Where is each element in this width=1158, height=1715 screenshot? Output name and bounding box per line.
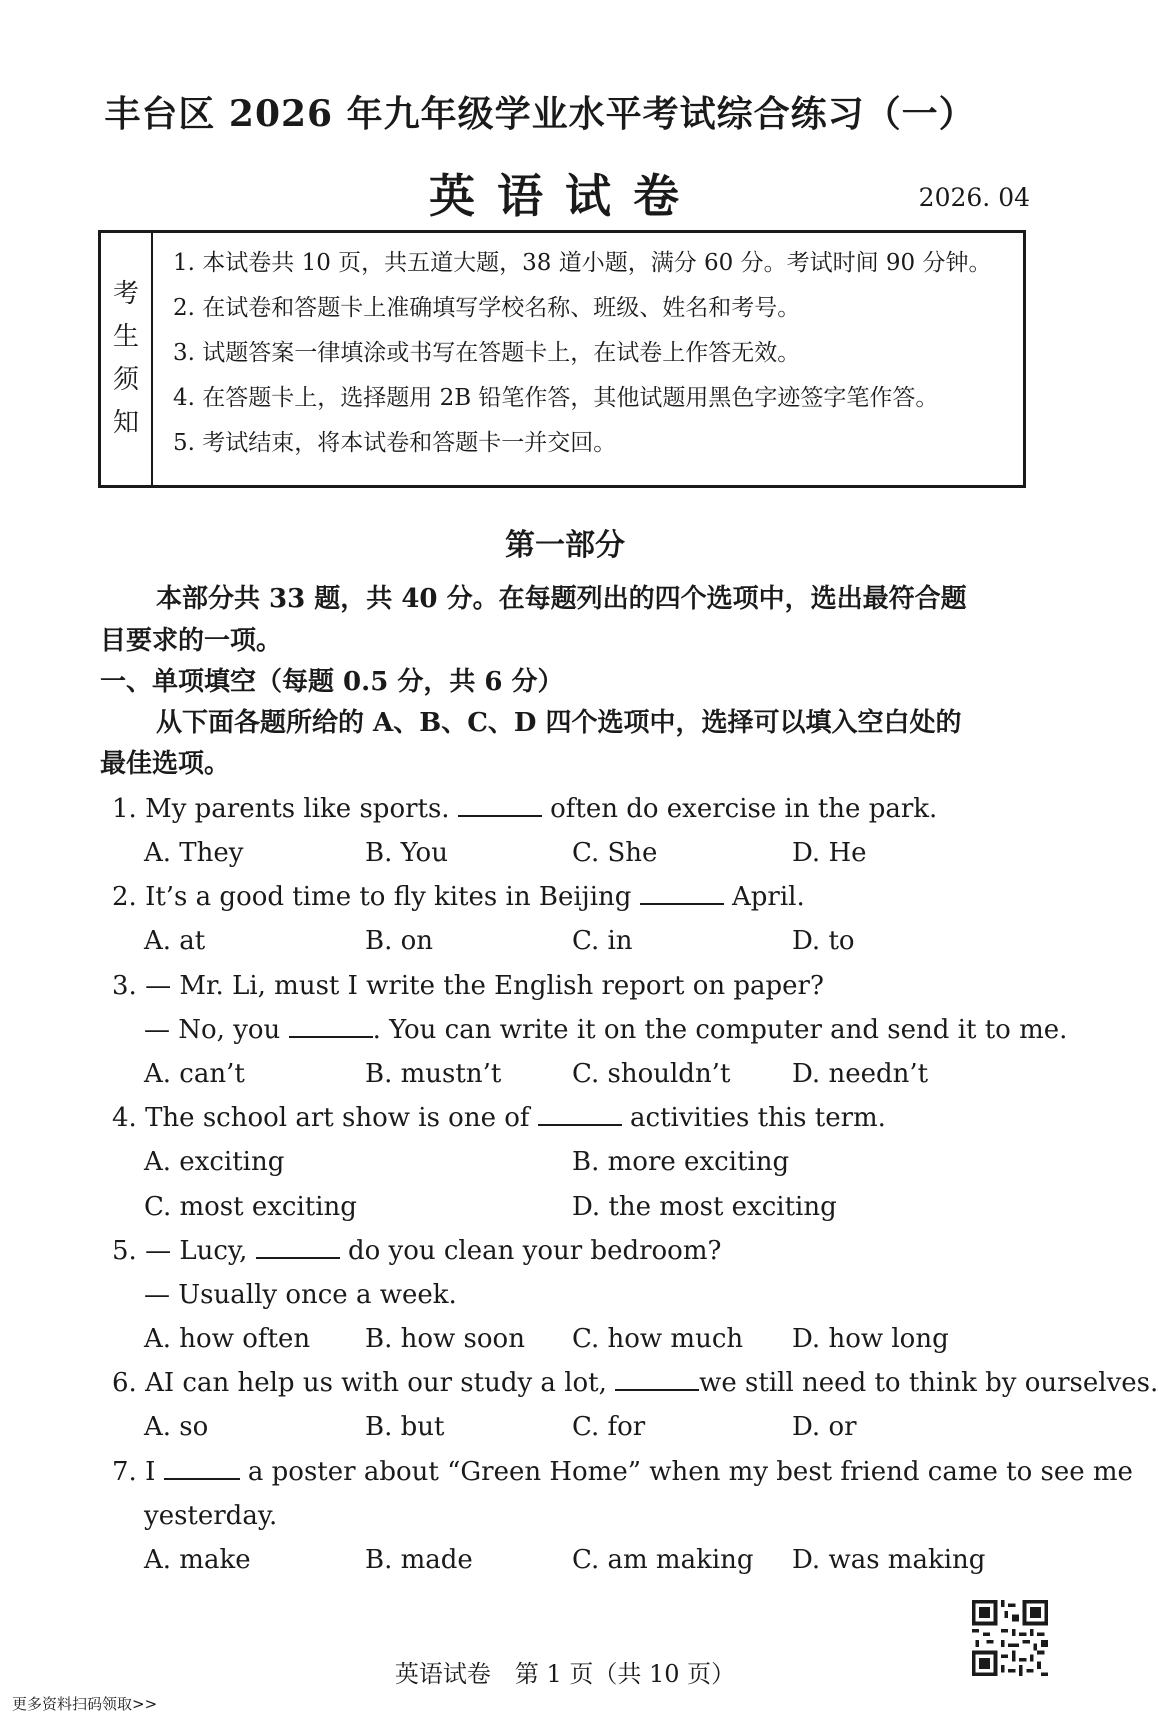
answer-blank	[458, 793, 542, 817]
answer-blank	[256, 1235, 340, 1259]
question-1	[112, 792, 937, 826]
question-text: My parents like sports.	[145, 794, 450, 824]
option: A. They	[144, 838, 244, 868]
qr-code-icon[interactable]	[972, 1598, 1048, 1678]
bottom-note: 更多资料扫码领取>>	[12, 1695, 158, 1713]
section-title: 一、单项填空（每题 0.5 分，共 6 分）	[100, 667, 564, 697]
option: D. to	[792, 926, 855, 956]
answer-blank	[640, 881, 724, 905]
option: C. She	[572, 838, 658, 868]
notice-item: 4. 在答题卡上，选择题用 2B 铅笔作答，其他试题用黑色字迹签字笔作答。	[173, 385, 939, 411]
notice-item: 5. 考试结束，将本试卷和答题卡一并交回。	[173, 430, 617, 456]
section-instruction: 最佳选项。	[100, 749, 231, 779]
option: C. for	[572, 1412, 646, 1442]
question-text: The school art show is one of	[145, 1103, 530, 1133]
answer-blank	[538, 1102, 622, 1126]
notice-heading-char: 知	[112, 408, 139, 438]
option: C. shouldn’t	[572, 1059, 731, 1089]
answer-blank	[289, 1014, 373, 1038]
option: C. in	[572, 926, 633, 956]
option: B. but	[365, 1412, 445, 1442]
part-title: 第一部分	[505, 528, 625, 563]
question-text: do you clean your bedroom?	[347, 1236, 722, 1266]
question-number: 2.	[112, 882, 137, 912]
option: D. needn’t	[792, 1059, 929, 1089]
notice-heading-char: 考	[112, 279, 139, 309]
question-number: 1.	[112, 794, 137, 824]
option: D. how long	[792, 1324, 949, 1354]
question-text: — Mr. Li, must I write the English report on paper?	[145, 971, 824, 1001]
question-number: 3.	[112, 971, 137, 1001]
exam-title: 丰台区 2026 年九年级学业水平考试综合练习（一）	[104, 93, 976, 135]
question-number: 6.	[112, 1368, 137, 1398]
question-text: activities this term.	[630, 1103, 886, 1133]
question-3	[112, 969, 824, 1003]
question-text: a poster about “Green Home” when my best friend came to see me	[247, 1457, 1133, 1487]
question-2	[112, 880, 805, 914]
question-4	[112, 1101, 886, 1135]
notice-list	[153, 233, 992, 485]
page-footer: 英语试卷 第 1 页（共 10 页）	[394, 1660, 736, 1688]
question-number: 4.	[112, 1103, 137, 1133]
subject-title: 英语试卷	[429, 169, 701, 223]
notice-heading-char: 生	[112, 322, 139, 352]
question-text: — Lucy,	[145, 1236, 248, 1266]
part-intro: 本部分共 33 题，共 40 分。在每题列出的四个选项中，选出最符合题	[156, 584, 967, 614]
question-text: — No, you	[144, 1015, 281, 1045]
option: D. was making	[792, 1545, 986, 1575]
option: C. am making	[572, 1545, 754, 1575]
option: A. so	[144, 1412, 209, 1442]
option: A. can’t	[144, 1059, 245, 1089]
question-5-answer-line: — Usually once a week.	[144, 1280, 457, 1310]
question-text: . You can write it on the computer and send it to me.	[372, 1015, 1068, 1045]
notice-box	[98, 230, 1026, 488]
exam-date: 2026. 04	[918, 183, 1030, 212]
option: C. how much	[572, 1324, 744, 1354]
option: B. made	[365, 1545, 473, 1575]
option: A. at	[144, 926, 206, 956]
answer-blank	[164, 1456, 240, 1480]
question-6	[112, 1366, 1158, 1400]
question-number: 5.	[112, 1236, 137, 1266]
section-instruction: 从下面各题所给的 A、B、C、D 四个选项中，选择可以填入空白处的	[156, 708, 962, 738]
option: B. more exciting	[572, 1147, 790, 1177]
question-text: I	[145, 1457, 156, 1487]
notice-item: 3. 试题答案一律填涂或书写在答题卡上，在试卷上作答无效。	[173, 340, 801, 366]
notice-item: 1. 本试卷共 10 页，共五道大题，38 道小题，满分 60 分。考试时间 90 分钟。	[173, 250, 992, 276]
option: A. how often	[144, 1324, 311, 1354]
option: A. exciting	[144, 1147, 285, 1177]
question-text: we still need to think by ourselves.	[699, 1368, 1158, 1398]
question-7	[112, 1455, 1133, 1489]
option: B. how soon	[365, 1324, 525, 1354]
option: B. You	[365, 838, 448, 868]
part-intro: 目要求的一项。	[100, 626, 283, 656]
question-3-line2	[144, 1013, 1067, 1047]
option: D. He	[792, 838, 867, 868]
option: C. most exciting	[144, 1192, 357, 1222]
question-text: April.	[731, 882, 805, 912]
question-number: 7.	[112, 1457, 137, 1487]
option: B. mustn’t	[365, 1059, 502, 1089]
option: D. the most exciting	[572, 1192, 837, 1222]
question-text: It’s a good time to fly kites in Beijing	[145, 882, 632, 912]
notice-heading	[101, 233, 153, 485]
option: B. on	[365, 926, 434, 956]
option: A. make	[144, 1545, 251, 1575]
notice-item: 2. 在试卷和答题卡上准确填写学校名称、班级、姓名和考号。	[173, 295, 801, 321]
option: D. or	[792, 1412, 857, 1442]
question-7-continued: yesterday.	[144, 1501, 278, 1531]
question-5	[112, 1234, 721, 1268]
answer-blank	[615, 1367, 699, 1391]
notice-heading-char: 须	[112, 365, 139, 395]
question-text: often do exercise in the park.	[550, 794, 938, 824]
question-text: AI can help us with our study a lot,	[145, 1368, 607, 1398]
